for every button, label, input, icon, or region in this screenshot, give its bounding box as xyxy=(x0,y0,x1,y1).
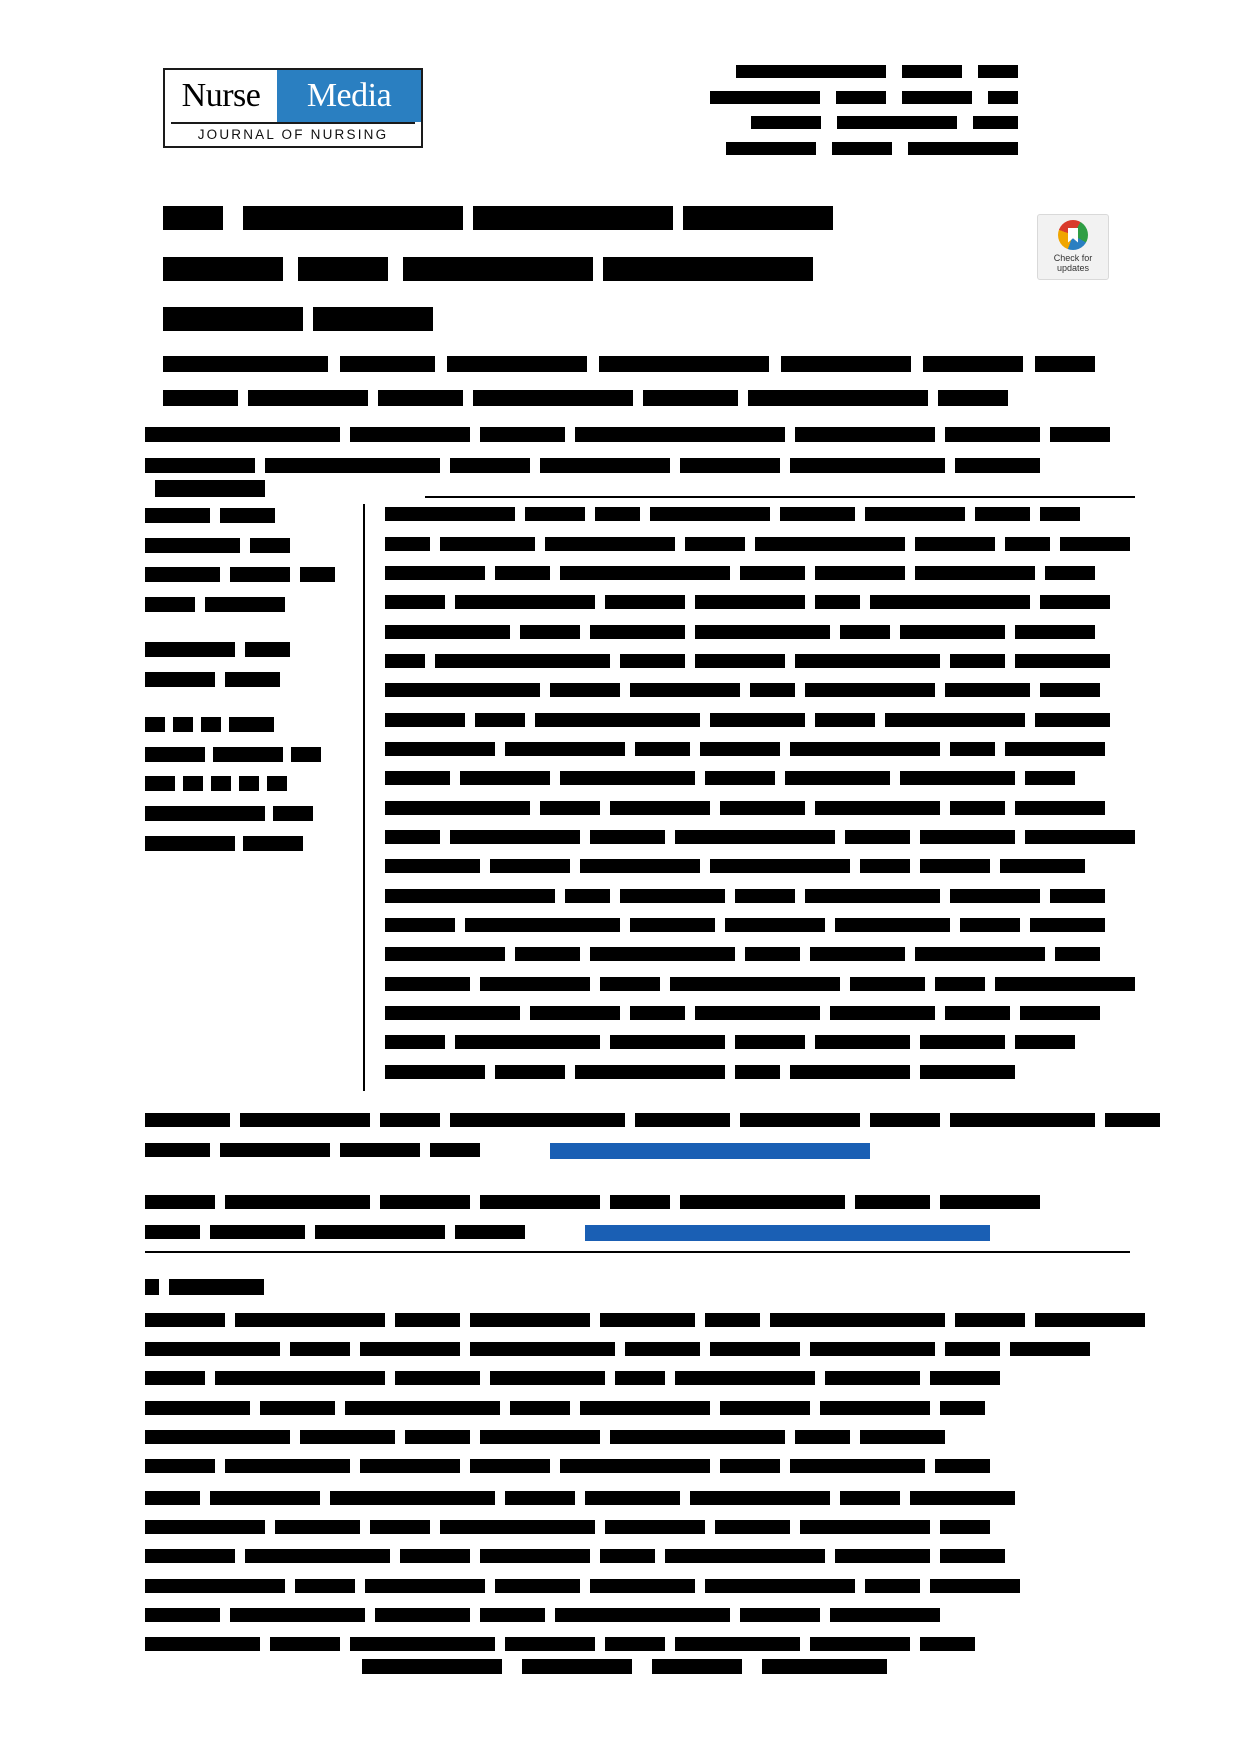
abstract-text-line xyxy=(385,827,1135,844)
footer-line xyxy=(0,1655,1240,1674)
body-text-line xyxy=(145,1605,1130,1622)
masthead-nurse-text: Nurse xyxy=(181,77,261,114)
abstract-text-line xyxy=(385,797,1135,814)
body-text-line xyxy=(145,1427,1130,1444)
abstract-label-line xyxy=(145,504,353,523)
page-title xyxy=(163,198,973,349)
citation-line xyxy=(145,1110,1130,1127)
body-text-line xyxy=(145,1397,1130,1414)
author-line xyxy=(163,352,1043,372)
abstract-text-line xyxy=(385,504,1135,521)
header-metadata-line xyxy=(698,62,1018,78)
abstract-text-line xyxy=(385,739,1135,756)
abstract-label-line xyxy=(145,564,353,583)
body-text-line xyxy=(145,1309,1130,1326)
body-paragraph xyxy=(145,1309,1130,1473)
body-text-line xyxy=(145,1339,1130,1356)
masthead-subtitle: JOURNAL OF NURSING xyxy=(197,127,389,142)
abstract-label-line xyxy=(145,593,353,612)
abstract-label-line xyxy=(145,802,353,821)
header-metadata-line xyxy=(698,88,1018,104)
abstract-text-line xyxy=(385,680,1135,697)
section-divider-rule xyxy=(145,1251,1130,1253)
permalink-url[interactable] xyxy=(550,1143,870,1157)
abstract-text-column xyxy=(385,504,1135,1091)
abstract-label-line xyxy=(145,668,353,687)
abstract-label-line xyxy=(145,743,353,762)
header-metadata-line xyxy=(698,114,1018,130)
abstract-text-line xyxy=(385,1032,1135,1049)
body-text-line xyxy=(145,1456,1130,1473)
abstract-top-rule xyxy=(425,496,1135,498)
abstract-label-line xyxy=(145,638,353,657)
affiliation-block xyxy=(145,423,1045,485)
abstract-label-line xyxy=(145,713,353,732)
copyright-line xyxy=(145,1192,1130,1209)
abstract-label-group xyxy=(145,504,353,612)
body-text-line xyxy=(145,1487,1130,1504)
abstract-text-line xyxy=(385,651,1135,668)
abstract-text-line xyxy=(385,709,1135,726)
abstract-text-line xyxy=(385,621,1135,638)
abstract-label-group xyxy=(145,713,353,851)
citation-line xyxy=(145,1139,1130,1156)
abstract-label-group xyxy=(145,638,353,687)
abstract-heading xyxy=(155,480,265,497)
abstract-heading-bar xyxy=(155,480,265,497)
author-list xyxy=(163,352,1043,419)
abstract-text-line xyxy=(385,1061,1135,1078)
crossmark-line2: updates xyxy=(1056,263,1089,273)
abstract-text-line xyxy=(385,563,1135,580)
abstract-text-line xyxy=(385,944,1135,961)
page-footer xyxy=(0,1655,1240,1674)
introduction-section xyxy=(145,1275,1130,1665)
body-paragraph xyxy=(145,1487,1130,1651)
copyright-line xyxy=(145,1221,1130,1238)
title-line xyxy=(163,248,973,280)
abstract-text-line xyxy=(385,592,1135,609)
abstract-text-line xyxy=(385,1003,1135,1020)
abstract-text-line xyxy=(385,915,1135,932)
masthead-media-text: Media xyxy=(277,70,421,122)
body-text-line xyxy=(145,1575,1130,1592)
header-metadata xyxy=(698,62,1018,165)
author-line xyxy=(163,385,1043,405)
abstract-text-line xyxy=(385,885,1135,902)
license-url[interactable] xyxy=(585,1225,990,1239)
copyright-license-block xyxy=(145,1192,1130,1253)
abstract-column-divider xyxy=(363,504,365,1091)
abstract-text-line xyxy=(385,856,1135,873)
affiliation-line xyxy=(145,454,1045,473)
crossmark-icon xyxy=(1058,220,1088,250)
citation-block xyxy=(145,1110,1130,1169)
abstract-label-line xyxy=(145,832,353,851)
title-line xyxy=(163,198,973,230)
title-line xyxy=(163,299,973,331)
check-for-updates-badge[interactable] xyxy=(1037,214,1109,280)
abstract-section xyxy=(145,496,1135,1091)
affiliation-line xyxy=(145,423,1045,442)
section-heading xyxy=(145,1275,1130,1295)
abstract-label-line xyxy=(145,534,353,553)
body-text-line xyxy=(145,1368,1130,1385)
abstract-text-line xyxy=(385,768,1135,785)
abstract-label-line xyxy=(145,773,353,792)
header-metadata-line xyxy=(698,139,1018,155)
journal-masthead xyxy=(163,68,423,148)
masthead-wordmark xyxy=(165,70,421,122)
abstract-text-line xyxy=(385,533,1135,550)
crossmark-line1: Check for xyxy=(1053,253,1093,263)
abstract-labels-column xyxy=(145,504,363,1091)
body-text-line xyxy=(145,1517,1130,1534)
body-text-line xyxy=(145,1546,1130,1563)
abstract-text-line xyxy=(385,973,1135,990)
body-text-line xyxy=(145,1634,1130,1651)
